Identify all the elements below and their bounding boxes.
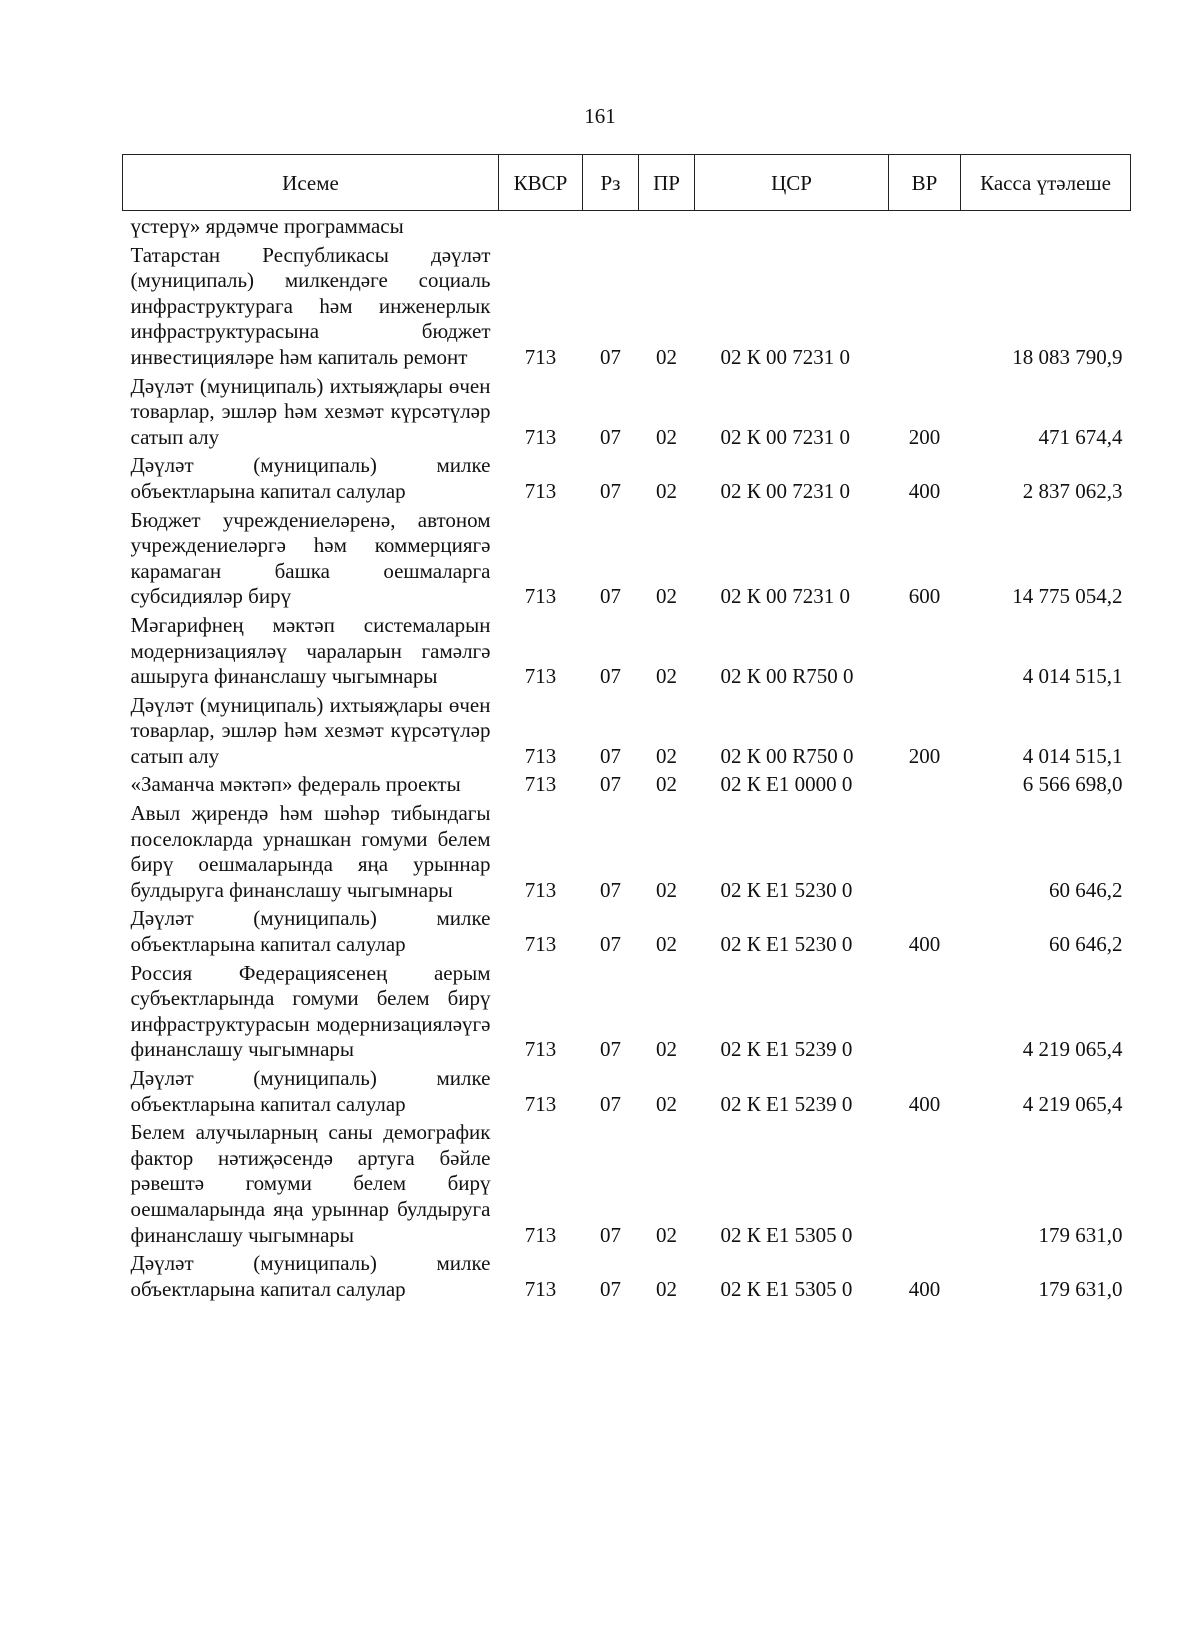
- row-vr: [889, 240, 961, 371]
- row-name: Дәүләт (муниципаль) ихтыяҗлары өчен товарлар, эшләр һәм хезмәт күрсәтүләр сатып алу: [130, 373, 491, 449]
- row-sum: 2 837 062,3: [1022, 478, 1123, 503]
- row-kvsr: [499, 211, 583, 240]
- page-number: 161: [584, 104, 616, 128]
- row-rz: 07: [600, 877, 621, 902]
- row-rz: 07: [600, 1222, 621, 1247]
- header-sum: Касса үтәлеше: [961, 155, 1131, 211]
- row-csr: 02 К 00 7231 0: [720, 584, 851, 609]
- table-row: [123, 1117, 1131, 1248]
- row-rz: 07: [600, 584, 621, 609]
- row-rz: 07: [600, 743, 621, 768]
- row-rz: 07: [600, 932, 621, 957]
- row-name: «Заманча мәктәп» федераль проекты: [130, 772, 461, 797]
- row-pr: 02: [656, 1037, 677, 1062]
- header-name: Исеме: [123, 155, 499, 211]
- row-vr: 400: [908, 1276, 941, 1301]
- row-csr: 02 К Е1 5239 0: [720, 1091, 853, 1116]
- row-vr: 400: [908, 932, 941, 957]
- row-csr: 02 К Е1 5230 0: [720, 932, 853, 957]
- row-pr: 02: [656, 772, 677, 797]
- row-vr: [889, 211, 961, 240]
- table-row: [123, 769, 1131, 798]
- table-row: [123, 690, 1131, 770]
- table-row: [123, 211, 1131, 240]
- row-vr: 600: [908, 584, 941, 609]
- row-rz: 07: [600, 1276, 621, 1301]
- row-sum: 4 014 515,1: [1022, 664, 1123, 689]
- table-body: [123, 211, 1131, 1303]
- row-csr: 02 К Е1 0000 0: [720, 772, 853, 797]
- row-sum: 18 083 790,9: [1012, 344, 1123, 369]
- row-pr: 02: [656, 743, 677, 768]
- row-kvsr: 713: [524, 932, 557, 957]
- row-sum: [961, 211, 1131, 240]
- row-sum: 471 674,4: [1038, 424, 1123, 449]
- row-vr: 200: [908, 424, 941, 449]
- row-csr: 02 К Е1 5305 0: [720, 1222, 853, 1247]
- row-name: Авыл җирендә һәм шәһәр тибындагы поселокларда урнашкан гомуми белем бирү оешмаларында яңа урыннар булдыруга финанслашу чыгымнары: [130, 801, 491, 902]
- row-rz: 07: [600, 1037, 621, 1062]
- row-csr: 02 К 00 7231 0: [720, 478, 851, 503]
- table-row: [123, 505, 1131, 610]
- header-rz: Рз: [583, 155, 639, 211]
- row-name: Россия Федерациясенең аерым субъектларында гомуми белем бирү инфраструктурасын модернизацияләүгә финанслашу чыгымнары: [130, 960, 491, 1062]
- row-pr: 02: [656, 1276, 677, 1301]
- row-name: Белем алучыларның саны демографик фактор нәтиҗәсендә артуга бәйле рәвештә гомуми белем бирү оешмаларында яңа урыннар булдыруга финанслашу чыгымнары: [130, 1120, 491, 1247]
- table-row: [123, 371, 1131, 451]
- row-sum: 6 566 698,0: [1022, 772, 1123, 797]
- row-rz: 07: [600, 344, 621, 369]
- row-pr: 02: [656, 877, 677, 902]
- table-header: [123, 155, 1131, 211]
- row-sum: 60 646,2: [1049, 877, 1123, 902]
- row-name: Дәүләт (муниципаль) милке объектларына капитал салулар: [130, 1251, 491, 1301]
- table-row: [123, 450, 1131, 504]
- row-name: үстерү» ярдәмче программасы: [130, 214, 404, 238]
- table-row: [123, 1063, 1131, 1117]
- row-vr: [889, 1117, 961, 1248]
- row-kvsr: 713: [524, 1091, 557, 1116]
- row-kvsr: 713: [524, 664, 557, 689]
- row-name: Бюджет учреждениеләренә, автоном учреждениеләргә һәм коммерциягә карамаган башка оешмаларга субсидияләр бирү: [130, 507, 491, 609]
- row-name: Дәүләт (муниципаль) милке объектларына капитал салулар: [130, 906, 491, 957]
- table-row: [123, 610, 1131, 690]
- row-csr: 02 К 00 7231 0: [720, 424, 851, 449]
- row-sum: 179 631,0: [1038, 1276, 1123, 1301]
- row-vr: [889, 610, 961, 690]
- row-rz: 07: [600, 424, 621, 449]
- row-pr: [639, 211, 695, 240]
- row-rz: 07: [600, 478, 621, 503]
- row-csr: [695, 211, 889, 240]
- row-csr: 02 К 00 7231 0: [720, 344, 851, 369]
- row-vr: [889, 958, 961, 1063]
- row-sum: 14 775 054,2: [1012, 584, 1123, 609]
- row-name: Татарстан Республикасы дәүләт (муниципаль) милкендәге социаль инфраструктурага һәм инженерлык инфраструктурасына бюджет инвестицияләре һәм капиталь ремонт: [130, 242, 491, 369]
- row-vr: 400: [908, 1091, 941, 1116]
- row-name: Дәүләт (муниципаль) ихтыяҗлары өчен товарлар, эшләр һәм хезмәт күрсәтүләр сатып алу: [130, 692, 491, 768]
- table-row: [123, 1248, 1131, 1302]
- row-kvsr: 713: [524, 1037, 557, 1062]
- row-kvsr: 713: [524, 772, 557, 797]
- row-vr: 400: [908, 478, 941, 503]
- row-name: Мәгарифнең мәктәп системаларын модернизацияләү чараларын гамәлгә ашыруга финанслашу чыгымнары: [130, 612, 491, 689]
- row-pr: 02: [656, 932, 677, 957]
- row-csr: 02 К Е1 5230 0: [720, 877, 853, 902]
- row-pr: 02: [656, 424, 677, 449]
- table-row: [123, 958, 1131, 1063]
- header-kvsr: КВСР: [499, 155, 583, 211]
- row-sum: 4 219 065,4: [1022, 1037, 1123, 1062]
- row-sum: 4 014 515,1: [1022, 743, 1123, 768]
- row-kvsr: 713: [524, 877, 557, 902]
- row-kvsr: 713: [524, 1222, 557, 1247]
- header-csr: ЦСР: [695, 155, 889, 211]
- header-vr: ВР: [889, 155, 961, 211]
- row-kvsr: 713: [524, 584, 557, 609]
- row-csr: 02 К 00 R750 0: [720, 743, 854, 768]
- row-pr: 02: [656, 1222, 677, 1247]
- row-rz: 07: [600, 772, 621, 797]
- row-vr: 200: [908, 743, 941, 768]
- row-vr: [889, 798, 961, 903]
- row-pr: 02: [656, 1091, 677, 1116]
- row-vr: [889, 769, 961, 798]
- row-sum: 60 646,2: [1049, 932, 1123, 957]
- table-row: [123, 798, 1131, 903]
- row-sum: 4 219 065,4: [1022, 1091, 1123, 1116]
- row-kvsr: 713: [524, 478, 557, 503]
- row-rz: 07: [600, 1091, 621, 1116]
- row-csr: 02 К 00 R750 0: [720, 664, 854, 689]
- row-kvsr: 713: [524, 1276, 557, 1301]
- row-pr: 02: [656, 584, 677, 609]
- row-rz: 07: [600, 664, 621, 689]
- row-pr: 02: [656, 478, 677, 503]
- row-kvsr: 713: [524, 743, 557, 768]
- row-rz: [583, 211, 639, 240]
- budget-table: [122, 154, 1131, 1302]
- row-csr: 02 К Е1 5239 0: [720, 1037, 853, 1062]
- header-pr: ПР: [639, 155, 695, 211]
- table-row: [123, 903, 1131, 957]
- row-kvsr: 713: [524, 424, 557, 449]
- table-row: [123, 240, 1131, 371]
- row-sum: 179 631,0: [1038, 1222, 1123, 1247]
- row-csr: 02 К Е1 5305 0: [720, 1276, 853, 1301]
- row-pr: 02: [656, 664, 677, 689]
- row-pr: 02: [656, 344, 677, 369]
- row-name: Дәүләт (муниципаль) милке объектларына капитал салулар: [130, 453, 491, 503]
- row-name: Дәүләт (муниципаль) милке объектларына капитал салулар: [130, 1066, 491, 1116]
- row-kvsr: 713: [524, 344, 557, 369]
